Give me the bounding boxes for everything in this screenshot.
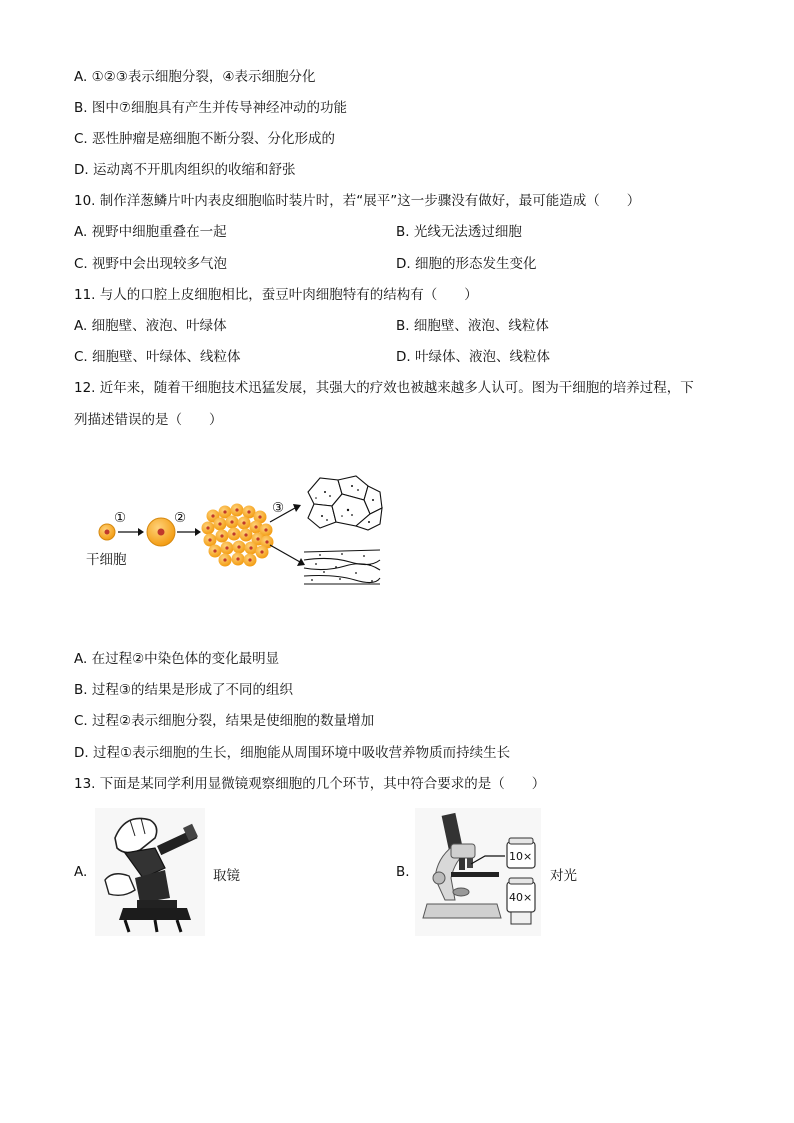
q12-stem-line1: 12. 近年来，随着干细胞技术迅猛发展，其强大的疗效也被越来越多人认可。图为干细胞的培养过程，下 [74,380,694,396]
q12-stem-line2: 列描述错误的是（ ） [74,412,223,428]
q12-option-b: B. 过程③的结果是形成了不同的组织 [74,682,293,698]
q10-option-a: A. 视野中细胞重叠在一起 [74,224,227,240]
q10-option-b: B. 光线无法透过细胞 [396,224,522,240]
q9-option-c: C. 恶性肿瘤是癌细胞不断分裂、分化形成的 [74,131,336,147]
lens-10x-label: 10× [509,850,533,863]
q9-option-d: D. 运动离不开肌肉组织的收缩和舒张 [74,162,296,178]
microscope-lens-image [415,808,541,936]
q10-option-c: C. 视野中会出现较多气泡 [74,256,228,272]
q13-option-a-caption: 取镜 [213,868,240,884]
q12-option-a: A. 在过程②中染色体的变化最明显 [74,651,280,667]
q12-option-d: D. 过程①表示细胞的生长，细胞能从周围环境中吸收营养物质而持续生长 [74,745,511,761]
q12-option-c: C. 过程②表示细胞分裂，结果是使细胞的数量增加 [74,713,375,729]
q11-option-b: B. 细胞壁、液泡、线粒体 [396,318,549,334]
q11-option-c: C. 细胞壁、叶绿体、线粒体 [74,349,241,365]
q11-option-d: D. 叶绿体、液泡、线粒体 [396,349,550,365]
q13-stem: 13. 下面是某同学利用显微镜观察细胞的几个环节，其中符合要求的是（ ） [74,776,546,792]
q9-option-b: B. 图中⑦细胞具有产生并传导神经冲动的功能 [74,100,347,116]
lens-40x-label: 40× [509,891,533,904]
muscle-tissue [304,550,380,584]
microscope-hands-image [95,808,205,936]
cell-cluster [202,504,274,567]
q13-option-b-letter: B. [396,864,410,880]
q13-option-b-caption: 对光 [550,868,577,884]
step-2-label: ② [174,510,187,526]
stem-cell-label: 干细胞 [86,552,127,568]
q13-option-a-letter: A. [74,864,88,880]
q11-option-a: A. 细胞壁、液泡、叶绿体 [74,318,227,334]
stem-cell-diagram [80,470,390,590]
epithelial-tissue [308,476,382,530]
q9-option-a: A. ①②③表示细胞分裂，④表示细胞分化 [74,69,316,85]
q11-stem: 11. 与人的口腔上皮细胞相比，蚕豆叶肉细胞特有的结构有（ ） [74,287,478,303]
step-1-label: ① [114,510,127,526]
step-3-label: ③ [272,500,285,516]
q10-stem: 10. 制作洋葱鳞片叶内表皮细胞临时装片时，若“展平”这一步骤没有做好，最可能造成（ ） [74,193,641,209]
q10-option-d: D. 细胞的形态发生变化 [396,256,537,272]
